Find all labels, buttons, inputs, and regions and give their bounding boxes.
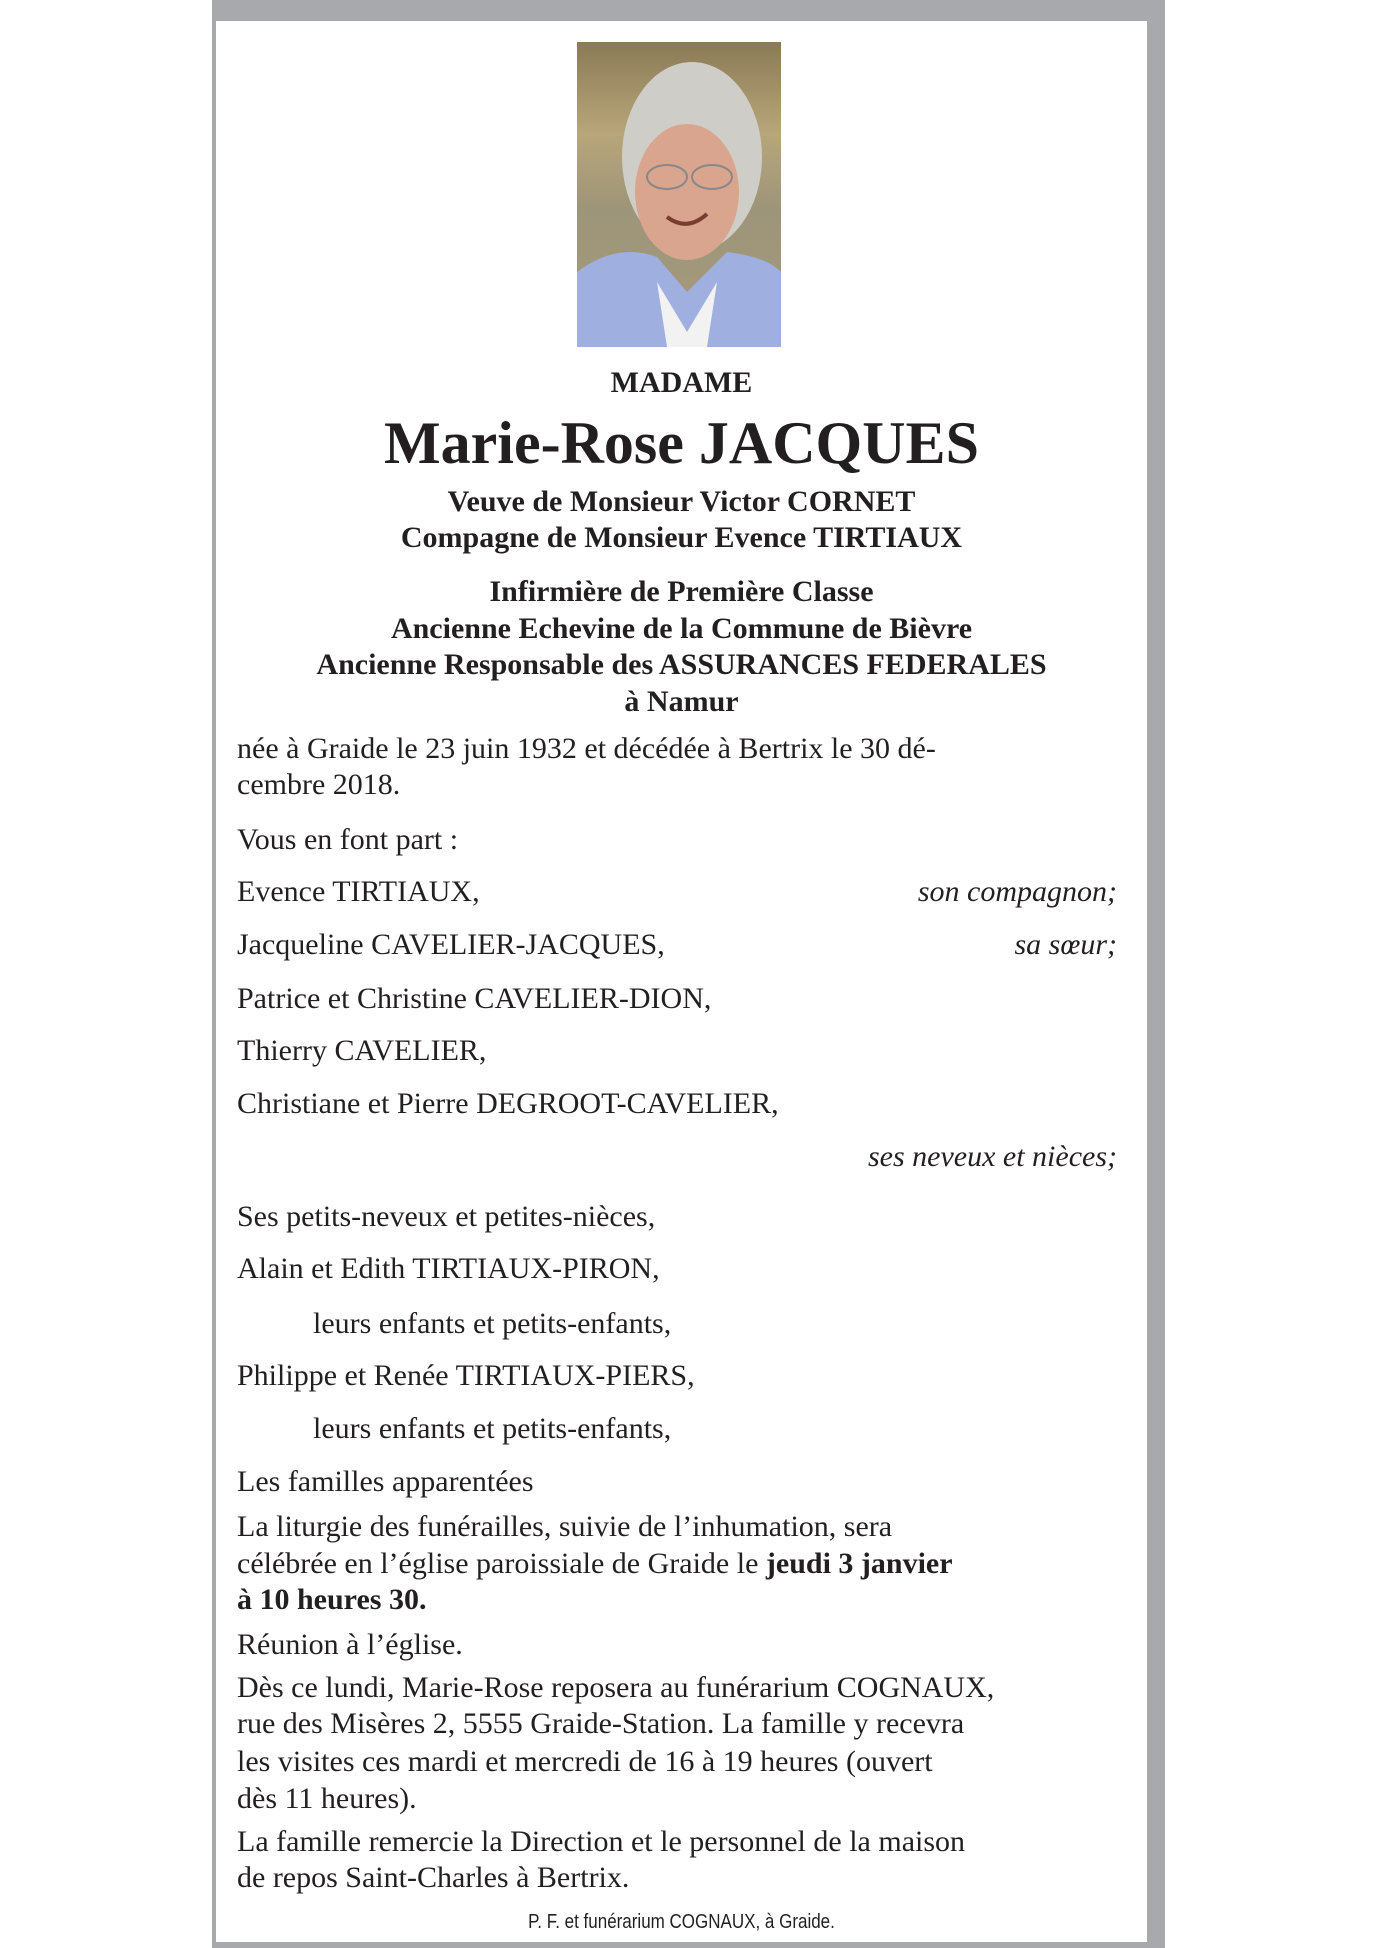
family-member: Alain et Edith TIRTIAUX-PIRON, [237,1252,660,1285]
thanks-line: de repos Saint-Charles à Bertrix. [237,1861,630,1894]
family-member: Ses petits-neveux et petites-nièces, [237,1200,656,1233]
relation-line: Veuve de Monsieur Victor CORNET [447,485,916,518]
honorific: MADAME [610,366,753,399]
family-member: Les familles apparentées [237,1465,534,1498]
family-member: Jacqueline CAVELIER-JACQUES, [237,928,665,961]
family-member: Patrice et Christine CAVELIER-DION, [237,982,712,1015]
family-member: Evence TIRTIAUX, [237,875,480,908]
role-line: Ancienne Responsable des ASSURANCES FEDERALES [316,648,1047,681]
thanks-line: La famille remercie la Direction et le personnel de la maison [237,1825,966,1858]
role-line: Infirmière de Première Classe [489,575,874,608]
birth-line: cembre 2018. [237,768,401,801]
liturgy-line: La liturgie des funérailles, suivie de l’inhumation, sera [237,1510,893,1543]
visits-line: rue des Misères 2, 5555 Graide-Station. La famille y recevra [237,1707,965,1740]
role-line: Ancienne Echevine de la Commune de Bièvre [390,612,973,645]
birth-line: née à Graide le 23 juin 1932 et décédée à Bertrix le 30 dé- [237,732,936,765]
liturgy-line [237,1546,953,1582]
relation-line: Compagne de Monsieur Evence TIRTIAUX [400,521,963,554]
liturgy-time: à 10 heures 30. [237,1583,427,1616]
intro-text: Vous en font part : [237,823,459,856]
visits-line: les visites ces mardi et mercredi de 16 à 19 heures (ouvert [237,1745,933,1778]
family-member: leurs enfants et petits-enfants, [313,1307,672,1340]
family-relation: ses neveux et nièces; [867,1140,1117,1173]
portrait-photo [577,42,781,347]
family-member: leurs enfants et petits-enfants, [313,1412,672,1445]
meeting-text: Réunion à l’église. [237,1628,463,1661]
liturgy-date: jeudi 3 janvier [765,1547,953,1580]
family-relation: sa sœur; [1014,928,1117,961]
visits-line: Dès ce lundi, Marie-Rose reposera au funérarium COGNAUX, [237,1671,995,1704]
liturgy-text: célébrée en l’église paroissiale de Graide le [237,1547,766,1580]
family-member: Thierry CAVELIER, [237,1034,487,1067]
family-relation: son compagnon; [917,875,1117,908]
deceased-name: Marie-Rose JACQUES [384,410,979,476]
funeral-home-credit: P. F. et funérarium COGNAUX, à Graide. [528,1911,835,1933]
role-line: à Namur [624,685,739,718]
visits-line: dès 11 heures). [237,1782,417,1815]
family-member: Christiane et Pierre DEGROOT-CAVELIER, [237,1087,779,1120]
family-member: Philippe et Renée TIRTIAUX-PIERS, [237,1359,695,1392]
